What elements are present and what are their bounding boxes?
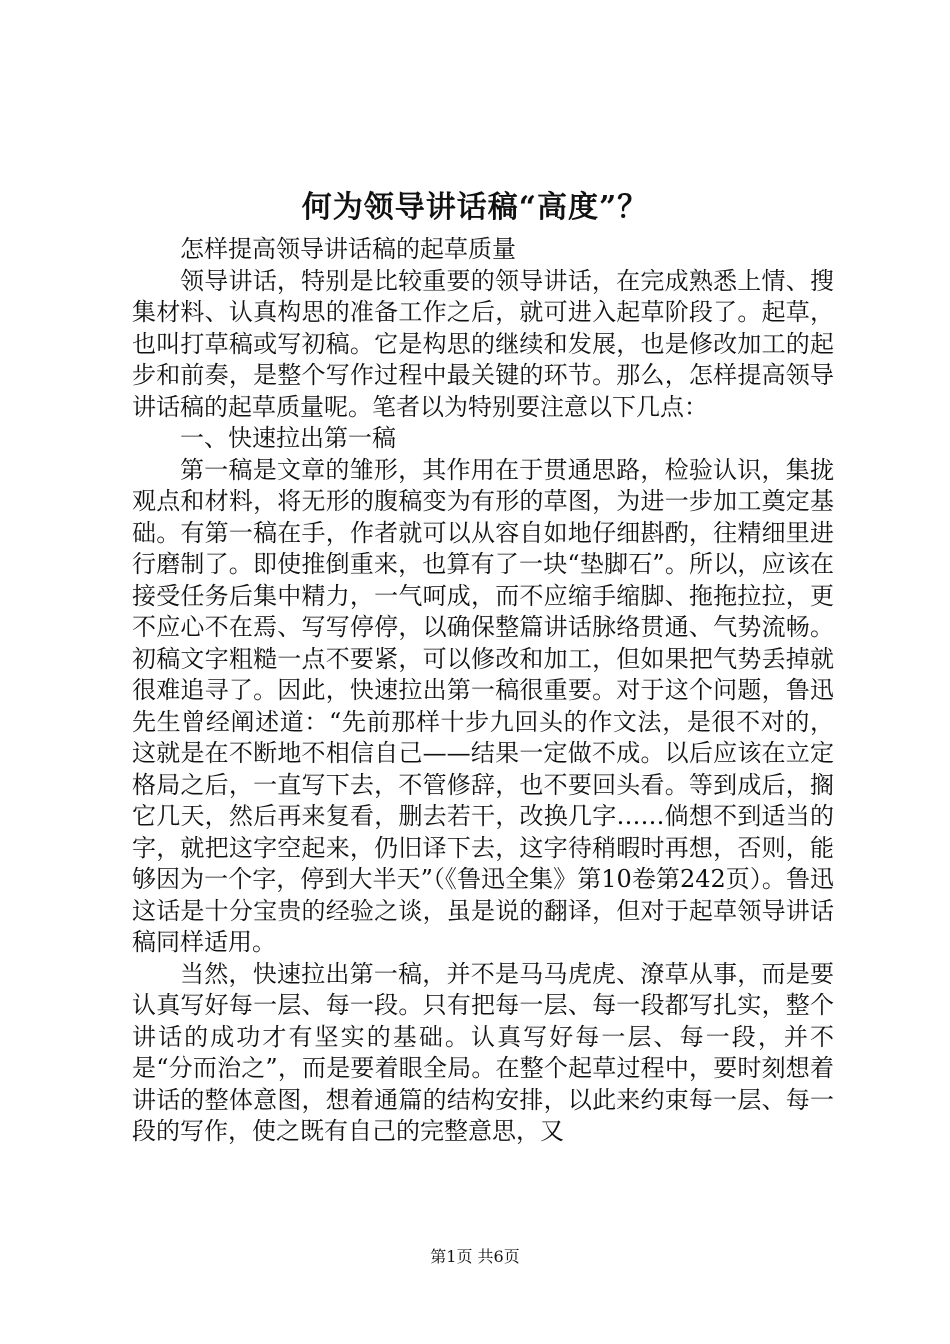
section-heading: 一、快速拉出第一稿	[180, 424, 396, 452]
body-paragraph: 当然，快速拉出第一稿，并不是马马虎虎、潦草从事，而是要认真写好每一层、每一段。只有把每一层、每一段都写扎实，整个讲话的成功才有坚实的基础。认真写好每一层、每一段，并不是“分而治之”，而是要着眼全局。在整个起草过程中，要时刻想着讲话的整体意图，想着通篇的结构安排，以此来约束每一层、每一段的写作，使之既有自己的完整意思，又	[132, 959, 834, 1145]
body-paragraph: 第一稿是文章的雏形，其作用在于贯通思路，检验认识，集拢观点和材料，将无形的腹稿变为有形的草图，为进一步加工奠定基础。有第一稿在手，作者就可以从容自如地仔细斟酌，往精细里进行磨制了。即使推倒重来，也算有了一块“垫脚石”。所以，应该在接受任务后集中精力，一气呵成，而不应缩手缩脚、拖拖拉拉，更不应心不在焉、写写停停，以确保整篇讲话脉络贯通、气势流畅。初稿文字粗糙一点不要紧，可以修改和加工，但如果把气势丢掉就很难追寻了。因此，快速拉出第一稿很重要。对于这个问题，鲁迅先生曾经阐述道：“先前那样十步九回头的作文法，是很不对的，这就是在不断地不相信自己——结果一定做不成。以后应该在立定格局之后，一直写下去，不管修辞，也不要回头看。等到成后，搁它几天，然后再来复看，删去若干，改换几字……倘想不到适当的字，就把这字空起来，仍旧译下去，这字待稍暇时再想，否则，能够因为一个字，停到大半天”（《鲁迅全集》第10卷第242页）。鲁迅这话是十分宝贵的经验之谈，虽是说的翻译，但对于起草领导讲话稿同样适用。	[132, 455, 834, 956]
page-footer: 第1页 共6页	[430, 1247, 520, 1266]
document-body	[132, 234, 834, 1148]
page-title: 何为领导讲话稿“高度”？	[301, 190, 649, 225]
intro-paragraph: 领导讲话，特别是比较重要的领导讲话，在完成熟悉上情、搜集材料、认真构思的准备工作之后，就可进入起草阶段了。起草，也叫打草稿或写初稿。它是构思的继续和发展，也是修改加工的起步和前奏，是整个写作过程中最关键的环节。那么，怎样提高领导讲话稿的起草质量呢。笔者以为特别要注意以下几点：	[132, 266, 834, 421]
subtitle-paragraph: 怎样提高领导讲话稿的起草质量	[180, 235, 516, 263]
